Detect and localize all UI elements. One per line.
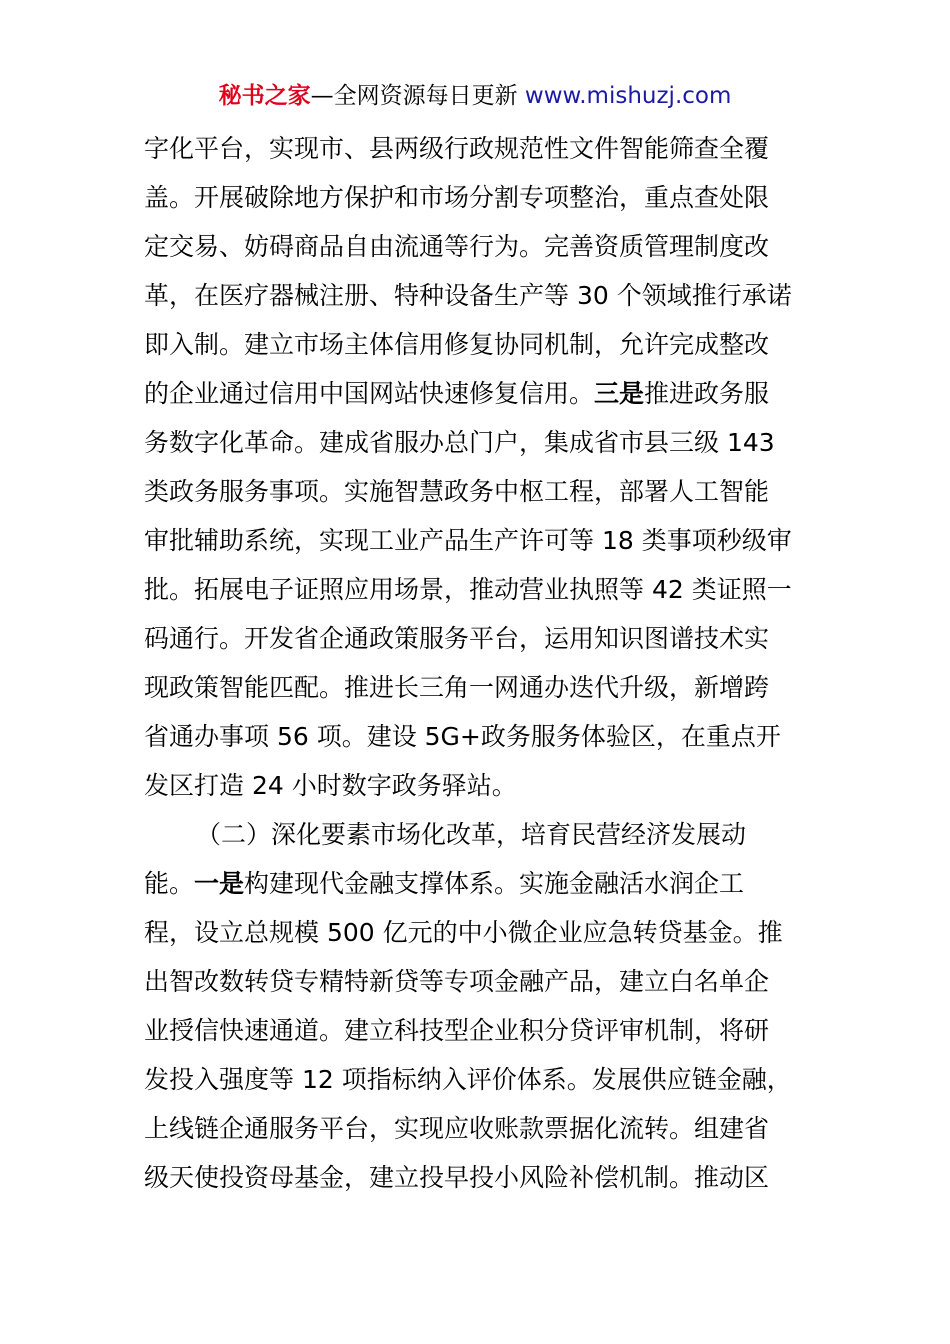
text-line: 字化平台，实现市、县两级行政规范性文件智能筛查全覆: [144, 134, 770, 163]
emphasis-text: 三是: [594, 379, 645, 408]
text-line: 革，在医疗器械注册、特种设备生产等 30 个领域推行承诺: [144, 281, 792, 310]
text-line: 盖。开展破除地方保护和市场分割专项整治，重点查处限: [144, 183, 770, 212]
site-header: [0, 80, 950, 112]
text-line: 上线链企通服务平台，实现应收账款票据化流转。组建省: [144, 1114, 770, 1143]
text-line: 定交易、妨碍商品自由流通等行为。完善资质管理制度改: [144, 232, 770, 261]
text-line: 码通行。开发省企通政策服务平台，运用知识图谱技术实: [144, 624, 770, 653]
text-line: 现政策智能匹配。推进长三角一网通办迭代升级，新增跨: [144, 673, 770, 702]
text-line: （二）深化要素市场化改革，培育民营经济发展动: [196, 820, 747, 849]
emphasis-text: 一是: [194, 869, 245, 898]
text-line: 的企业通过信用中国网站快速修复信用。三是推进政务服: [144, 379, 770, 408]
text-line: 发区打造 24 小时数字政务驿站。: [144, 771, 517, 800]
document-body: [144, 124, 814, 1202]
text-line: 出智改数转贷专精特新贷等专项金融产品，建立白名单企: [144, 967, 770, 996]
text-line: 程，设立总规模 500 亿元的中小微企业应急转贷基金。推: [144, 918, 783, 947]
text-line: 审批辅助系统，实现工业产品生产许可等 18 类事项秒级审: [144, 526, 792, 555]
text-line: 业授信快速通道。建立科技型企业积分贷评审机制，将研: [144, 1016, 770, 1045]
text-line: 批。拓展电子证照应用场景，推动营业执照等 42 类证照一: [144, 575, 792, 604]
site-tagline: —全网资源每日更新: [310, 83, 525, 109]
text-line: 类政务服务事项。实施智慧政务中枢工程，部署人工智能: [144, 477, 770, 506]
text-line: 务数字化革命。建成省服办总门户，集成省市县三级 143: [144, 428, 775, 457]
site-brand: 秘书之家: [218, 83, 311, 109]
text-line: 即入制。建立市场主体信用修复协同机制，允许完成整改: [144, 330, 770, 359]
text-line: 发投入强度等 12 项指标纳入评价体系。发展供应链金融，: [144, 1065, 792, 1094]
text-line: 级天使投资母基金，建立投早投小风险补偿机制。推动区: [144, 1163, 770, 1192]
text-line: 能。一是构建现代金融支撑体系。实施金融活水润企工: [144, 869, 745, 898]
text-line: 省通办事项 56 项。建设 5G+政务服务体验区，在重点开: [144, 722, 781, 751]
site-url[interactable]: www.mishuzj.com: [524, 83, 732, 109]
